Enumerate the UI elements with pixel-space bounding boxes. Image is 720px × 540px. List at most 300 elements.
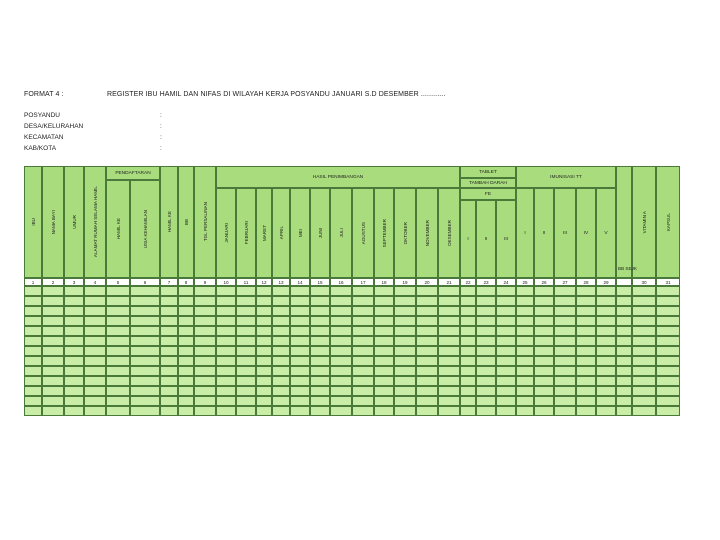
table-cell (460, 296, 476, 306)
table-cell (416, 316, 438, 326)
table-cell (656, 296, 680, 306)
column-header-text: IBU (30, 218, 36, 226)
column-header (64, 166, 84, 278)
column-header (460, 200, 476, 278)
table-cell (394, 386, 416, 396)
table-cell (352, 306, 374, 316)
group-tambah-darah (460, 178, 516, 188)
table-cell (576, 396, 596, 406)
column-number-text: 1 (31, 279, 35, 285)
table-cell (106, 326, 130, 336)
table-cell (534, 296, 554, 306)
column-header (596, 188, 616, 278)
column-header-text: AGUSTUS (360, 221, 366, 245)
table-cell (596, 366, 616, 376)
table-cell (178, 396, 194, 406)
table-cell (460, 346, 476, 356)
table-cell (272, 346, 290, 356)
table-cell (616, 316, 632, 326)
table-cell (178, 386, 194, 396)
table-cell (476, 336, 496, 346)
table-cell (352, 366, 374, 376)
table-cell (496, 296, 516, 306)
group-tablet (460, 166, 516, 178)
table-cell (290, 306, 310, 316)
column-header-text: IV (583, 230, 589, 236)
table-cell (656, 286, 680, 296)
table-cell (42, 336, 64, 346)
column-header (534, 188, 554, 278)
table-cell (374, 326, 394, 336)
table-cell (476, 346, 496, 356)
column-number-text: 23 (483, 279, 489, 285)
column-header-text: II (484, 236, 488, 242)
column-number-text: 2 (51, 279, 55, 285)
table-cell (290, 406, 310, 416)
table-cell (616, 336, 632, 346)
table-cell (596, 376, 616, 386)
table-cell (84, 346, 106, 356)
table-cell (576, 286, 596, 296)
column-number (656, 278, 680, 286)
table-cell (290, 386, 310, 396)
table-cell (554, 316, 576, 326)
table-cell (64, 386, 84, 396)
table-cell (310, 306, 330, 316)
table-cell (310, 376, 330, 386)
info-label: DESA/KELURAHAN (24, 123, 84, 130)
table-cell (632, 316, 656, 326)
table-cell (84, 296, 106, 306)
table-cell (352, 296, 374, 306)
table-cell (272, 296, 290, 306)
table-cell (496, 306, 516, 316)
table-cell (374, 406, 394, 416)
table-cell (272, 326, 290, 336)
table-cell (374, 386, 394, 396)
table-cell (576, 376, 596, 386)
table-cell (216, 296, 236, 306)
table-cell (576, 356, 596, 366)
table-cell (178, 286, 194, 296)
table-cell (516, 326, 534, 336)
table-cell (330, 306, 352, 316)
table-cell (394, 406, 416, 416)
table-cell (24, 346, 42, 356)
table-cell (576, 346, 596, 356)
table-cell (64, 326, 84, 336)
table-cell (496, 386, 516, 396)
column-number (394, 278, 416, 286)
table-cell (130, 366, 160, 376)
table-cell (330, 386, 352, 396)
table-cell (616, 386, 632, 396)
column-header (516, 188, 534, 278)
document-title: REGISTER IBU HAMIL DAN NIFAS DI WILAYAH KERJA POSYANDU JANUARI S.D DESEMBER ............ (107, 91, 446, 98)
table-cell (42, 316, 64, 326)
table-cell (42, 396, 64, 406)
table-cell (534, 366, 554, 376)
table-cell (194, 296, 216, 306)
table-cell (534, 326, 554, 336)
column-header (632, 166, 656, 278)
table-cell (160, 376, 178, 386)
table-cell (596, 316, 616, 326)
table-cell (554, 286, 576, 296)
group-hasil-penimbangan (216, 166, 460, 188)
group-pendaftaran (106, 166, 160, 180)
table-cell (516, 296, 534, 306)
table-cell (42, 346, 64, 356)
table-cell (394, 366, 416, 376)
column-number (24, 278, 42, 286)
table-cell (256, 406, 272, 416)
column-number (216, 278, 236, 286)
table-cell (632, 346, 656, 356)
table-cell (42, 366, 64, 376)
column-header-text: I (467, 236, 469, 242)
table-cell (656, 316, 680, 326)
table-cell (24, 356, 42, 366)
table-cell (160, 286, 178, 296)
table-cell (460, 336, 476, 346)
table-cell (576, 366, 596, 376)
table-cell (438, 296, 460, 306)
table-cell (460, 406, 476, 416)
info-label: KAB/KOTA (24, 145, 57, 152)
table-cell (84, 376, 106, 386)
table-cell (160, 366, 178, 376)
table-cell (632, 286, 656, 296)
table-cell (272, 366, 290, 376)
table-cell (216, 326, 236, 336)
table-cell (374, 296, 394, 306)
table-cell (374, 306, 394, 316)
table-cell (130, 296, 160, 306)
table-cell (554, 356, 576, 366)
table-cell (616, 366, 632, 376)
table-cell (438, 396, 460, 406)
table-cell (106, 346, 130, 356)
column-number-text: 6 (143, 279, 147, 285)
table-cell (106, 306, 130, 316)
table-cell (656, 376, 680, 386)
column-number (596, 278, 616, 286)
table-cell (130, 346, 160, 356)
table-cell (656, 356, 680, 366)
table-cell (42, 376, 64, 386)
table-cell (194, 386, 216, 396)
table-cell (194, 396, 216, 406)
column-number-text: 15 (317, 279, 323, 285)
table-cell (516, 356, 534, 366)
table-cell (130, 286, 160, 296)
table-cell (596, 346, 616, 356)
table-cell (632, 296, 656, 306)
table-cell (394, 286, 416, 296)
column-header (290, 188, 310, 278)
table-cell (330, 336, 352, 346)
table-cell (416, 396, 438, 406)
column-header-text: NOVEMBER (424, 219, 430, 247)
table-cell (84, 356, 106, 366)
table-cell (576, 336, 596, 346)
column-number-text: 12 (261, 279, 267, 285)
table-cell (460, 316, 476, 326)
table-cell (616, 286, 632, 296)
group-hasil-penimbangan-text: HASIL PENIMBANGAN (312, 174, 364, 180)
table-cell (160, 346, 178, 356)
table-cell (130, 316, 160, 326)
table-cell (496, 346, 516, 356)
table-cell (194, 286, 216, 296)
column-header-text: ALAMAT RUMAH SELAMA HAMIL (92, 186, 98, 258)
table-cell (438, 316, 460, 326)
table-cell (330, 396, 352, 406)
table-cell (256, 366, 272, 376)
table-cell (416, 326, 438, 336)
table-cell (616, 326, 632, 336)
table-cell (496, 376, 516, 386)
table-cell (616, 406, 632, 416)
table-cell (178, 296, 194, 306)
column-number (64, 278, 84, 286)
table-cell (256, 386, 272, 396)
column-number (290, 278, 310, 286)
table-cell (24, 296, 42, 306)
table-cell (64, 286, 84, 296)
table-cell (352, 406, 374, 416)
table-cell (272, 396, 290, 406)
table-cell (42, 326, 64, 336)
table-cell (656, 366, 680, 376)
table-cell (656, 396, 680, 406)
table-cell (330, 286, 352, 296)
column-number (534, 278, 554, 286)
table-cell (64, 366, 84, 376)
column-number-text: 21 (446, 279, 452, 285)
table-cell (374, 316, 394, 326)
column-number (256, 278, 272, 286)
table-cell (310, 406, 330, 416)
column-number (616, 278, 632, 286)
column-number (416, 278, 438, 286)
table-cell (632, 366, 656, 376)
table-cell (24, 306, 42, 316)
column-header-text: V (604, 230, 608, 236)
table-cell (64, 346, 84, 356)
info-desa (24, 123, 162, 130)
table-cell (272, 306, 290, 316)
table-cell (178, 366, 194, 376)
column-number (106, 278, 130, 286)
table-cell (256, 356, 272, 366)
table-cell (236, 316, 256, 326)
table-cell (106, 376, 130, 386)
table-cell (310, 326, 330, 336)
table-cell (106, 336, 130, 346)
table-cell (394, 326, 416, 336)
table-cell (596, 406, 616, 416)
table-cell (394, 336, 416, 346)
table-cell (24, 366, 42, 376)
column-header (42, 166, 64, 278)
table-cell (616, 376, 632, 386)
table-cell (416, 296, 438, 306)
table-cell (476, 356, 496, 366)
column-number-text: 26 (541, 279, 547, 285)
table-cell (460, 376, 476, 386)
table-cell (496, 356, 516, 366)
table-cell (106, 386, 130, 396)
column-header (416, 188, 438, 278)
column-number-text: 27 (562, 279, 568, 285)
table-cell (632, 356, 656, 366)
table-cell (554, 406, 576, 416)
table-cell (596, 356, 616, 366)
table-cell (310, 386, 330, 396)
column-number-text: 8 (184, 279, 188, 285)
column-number (476, 278, 496, 286)
table-cell (42, 386, 64, 396)
table-cell (216, 376, 236, 386)
table-cell (130, 376, 160, 386)
table-cell (438, 406, 460, 416)
table-cell (194, 376, 216, 386)
table-cell (416, 346, 438, 356)
table-cell (374, 366, 394, 376)
table-cell (576, 306, 596, 316)
table-cell (106, 286, 130, 296)
table-cell (216, 386, 236, 396)
column-header (310, 188, 330, 278)
column-number (632, 278, 656, 286)
table-cell (64, 296, 84, 306)
column-number (576, 278, 596, 286)
table-cell (84, 366, 106, 376)
group-imunisasi-text: IMUNISASI TT (550, 174, 582, 180)
column-number-text: 13 (278, 279, 284, 285)
column-header (438, 188, 460, 278)
column-number-text: 17 (360, 279, 366, 285)
column-number-text: 11 (243, 279, 249, 285)
table-cell (194, 356, 216, 366)
table-cell (256, 396, 272, 406)
table-cell (64, 356, 84, 366)
table-cell (616, 346, 632, 356)
group-pendaftaran-text: PENDAFTARAN (115, 170, 151, 176)
table-cell (106, 406, 130, 416)
table-cell (496, 336, 516, 346)
column-header-text: II (542, 230, 546, 236)
table-cell (310, 296, 330, 306)
column-number (194, 278, 216, 286)
column-number (438, 278, 460, 286)
table-cell (178, 306, 194, 316)
table-cell (194, 326, 216, 336)
table-cell (616, 306, 632, 316)
table-cell (554, 386, 576, 396)
table-cell (416, 356, 438, 366)
table-cell (64, 336, 84, 346)
table-cell (160, 356, 178, 366)
table-cell (576, 296, 596, 306)
table-cell (394, 376, 416, 386)
table-cell (178, 376, 194, 386)
table-cell (534, 346, 554, 356)
info-colon: : (160, 112, 162, 119)
table-cell (290, 316, 310, 326)
table-cell (554, 326, 576, 336)
table-cell (374, 356, 394, 366)
table-cell (290, 296, 310, 306)
column-number (236, 278, 256, 286)
column-header-text: MEI (297, 228, 303, 238)
column-header (256, 188, 272, 278)
table-cell (352, 396, 374, 406)
table-cell (394, 346, 416, 356)
table-cell (272, 356, 290, 366)
table-cell (330, 296, 352, 306)
table-cell (516, 396, 534, 406)
table-cell (64, 306, 84, 316)
table-cell (352, 316, 374, 326)
table-cell (130, 406, 160, 416)
table-cell (352, 356, 374, 366)
column-header (656, 166, 680, 278)
column-header (178, 166, 194, 278)
table-cell (194, 406, 216, 416)
table-cell (310, 366, 330, 376)
table-cell (130, 336, 160, 346)
table-cell (496, 316, 516, 326)
table-cell (236, 346, 256, 356)
table-cell (290, 326, 310, 336)
table-cell (516, 286, 534, 296)
table-cell (476, 366, 496, 376)
table-cell (160, 306, 178, 316)
column-header-text: APRIL (278, 226, 284, 240)
column-header-text: SEPTEMBER (381, 218, 387, 248)
table-cell (438, 286, 460, 296)
table-cell (476, 286, 496, 296)
column-header (496, 200, 516, 278)
column-number (130, 278, 160, 286)
table-cell (290, 336, 310, 346)
table-cell (534, 286, 554, 296)
column-header (194, 166, 216, 278)
table-cell (476, 386, 496, 396)
table-cell (496, 396, 516, 406)
table-cell (84, 306, 106, 316)
table-cell (596, 336, 616, 346)
table-cell (272, 286, 290, 296)
table-cell (416, 306, 438, 316)
column-number (496, 278, 516, 286)
table-cell (352, 386, 374, 396)
table-cell (256, 336, 272, 346)
column-number (310, 278, 330, 286)
table-cell (554, 366, 576, 376)
group-imunisasi (516, 166, 616, 188)
column-header (106, 180, 130, 278)
table-cell (596, 296, 616, 306)
column-number-text: 7 (167, 279, 171, 285)
table-cell (516, 366, 534, 376)
table-cell (576, 386, 596, 396)
column-header-text: HAMIL KE (115, 218, 121, 240)
table-cell (516, 376, 534, 386)
